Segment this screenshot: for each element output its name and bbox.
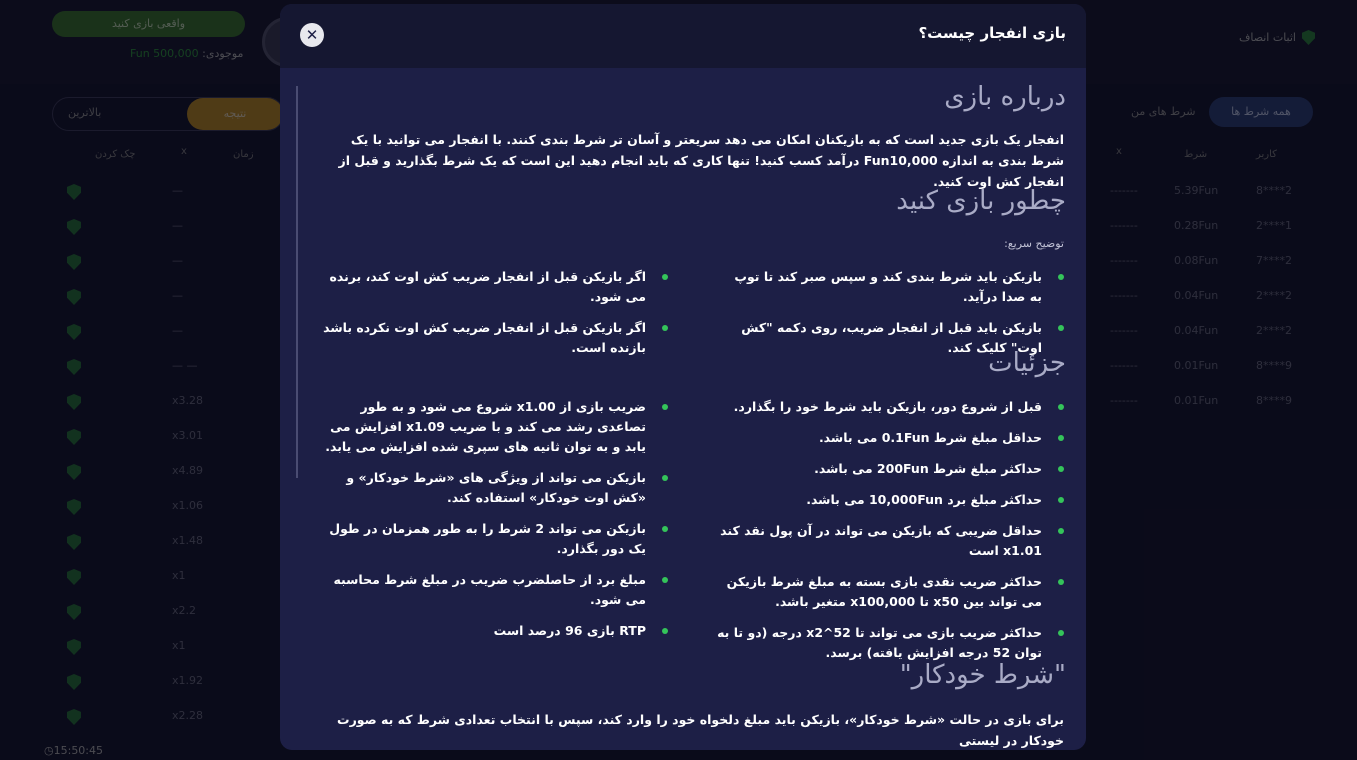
close-button[interactable]: ✕ bbox=[300, 23, 324, 47]
list-item: RTP بازی 96 درصد است bbox=[318, 621, 668, 641]
list-item: بازیکن باید قبل از انفجار ضریب، روی دکمه "کش اوت" کلیک کند. bbox=[734, 318, 1064, 358]
quick-label: توضیح سریع: bbox=[1004, 237, 1064, 250]
scrollbar[interactable] bbox=[296, 86, 298, 478]
modal-title: بازی انفجار چیست؟ bbox=[918, 24, 1066, 42]
modal-header bbox=[280, 4, 1086, 68]
details-heading: جزئیات bbox=[988, 348, 1066, 378]
list-item: حداکثر مبلغ برد 10,000Fun می باشد. bbox=[714, 490, 1064, 510]
list-item: حداکثر ضریب نقدی بازی بسته به مبلغ شرط بازیکن می تواند بین x50 تا x100,000 متغیر باشد. bbox=[714, 572, 1064, 612]
list-item: حداکثر ضریب بازی می تواند تا x2^52 درجه (دو تا به توان 52 درجه افزایش یافته) برسد. bbox=[714, 623, 1064, 663]
list-item: حداقل مبلغ شرط 0.1Fun می باشد. bbox=[714, 428, 1064, 448]
about-heading: درباره بازی bbox=[944, 82, 1066, 112]
auto-heading: "شرط خودکار" bbox=[899, 660, 1066, 690]
list-item: اگر بازیکن قبل از انفجار ضریب کش اوت کند، برنده می شود. bbox=[318, 267, 668, 307]
details-left-list bbox=[318, 397, 668, 652]
modal-body[interactable] bbox=[280, 68, 1086, 750]
list-item: حداکثر مبلغ شرط 200Fun می باشد. bbox=[714, 459, 1064, 479]
details-right-list bbox=[714, 397, 1064, 674]
list-item: قبل از شروع دور، بازیکن باید شرط خود را بگذارد. bbox=[714, 397, 1064, 417]
list-item: بازیکن می تواند 2 شرط را به طور همزمان در طول یک دور بگذارد. bbox=[318, 519, 668, 559]
list-item: حداقل ضریبی که بازیکن می تواند در آن پول نقد کند x1.01 است bbox=[714, 521, 1064, 561]
list-item: بازیکن می تواند از ویژگی های «شرط خودکار» و «کش اوت خودکار» استفاده کند. bbox=[318, 468, 668, 508]
list-item: ضریب بازی از x1.00 شروع می شود و به طور تصاعدی رشد می کند و با ضریب x1.09 افزایش می یابد و به توان ثانیه های سپری شده افزایش می یابد. bbox=[318, 397, 668, 457]
list-item: اگر بازیکن قبل از انفجار ضریب کش اوت نکرده باشد بازنده است. bbox=[318, 318, 668, 358]
list-item: بازیکن باید شرط بندی کند و سپس صبر کند تا توپ به صدا درآید. bbox=[734, 267, 1064, 307]
about-text: انفجار یک بازی جدید است که به بازیکنان امکان می دهد سریعتر و آسان تر شرط بندی کنند. با انفجار می توانید با یک شرط بندی به اندازه Fun10,000 درآمد کسب کنید! تنها کاری که باید انجام دهید این است که یک شرط بگذارید و قبل از انفجار کش اوت کنید. bbox=[338, 132, 1064, 189]
auto-text: برای بازی در حالت «شرط خودکار»، بازیکن باید مبلغ دلخواه خود را وارد کند، سپس با انتخاب تعدادی شرط که به صورت خودکار در لیستی bbox=[337, 712, 1064, 748]
how-heading: چطور بازی کنید bbox=[896, 186, 1066, 216]
help-modal bbox=[280, 4, 1086, 750]
list-item: مبلغ برد از حاصلضرب ضریب در مبلغ شرط محاسبه می شود. bbox=[318, 570, 668, 610]
how-left-list bbox=[318, 267, 668, 369]
